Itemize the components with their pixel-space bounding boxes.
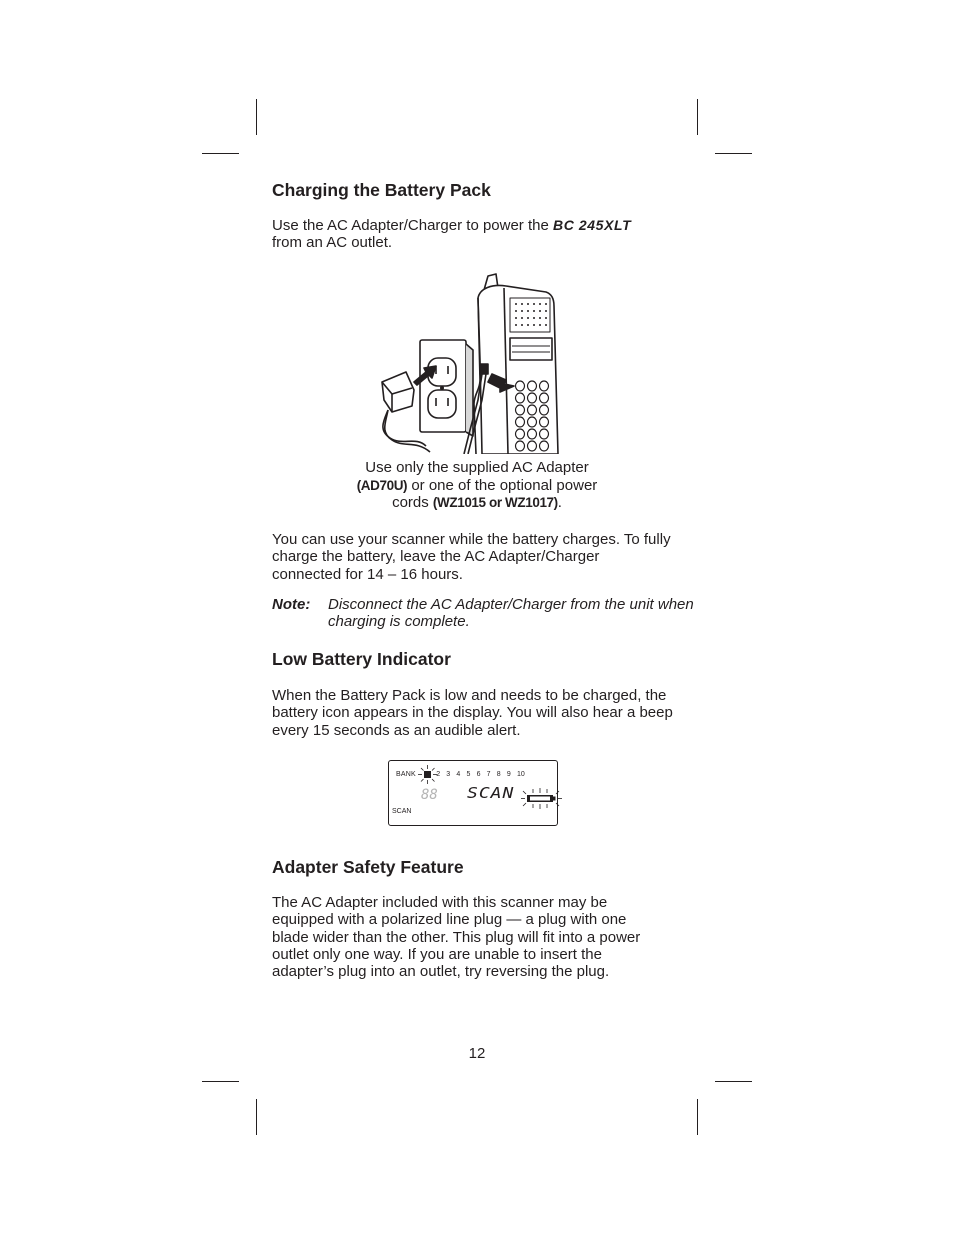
caption-line-1: Use only the supplied AC Adapter	[365, 459, 589, 476]
lcd-bank-8: 8	[496, 771, 501, 778]
lcd-display	[388, 760, 558, 826]
lcd-bank-2: 2	[436, 771, 441, 778]
adapter-safety-paragraph: The AC Adapter included with this scanner may be equipped with a polarized line plug — a plug with one blade wider than the other. This plug will fit into a power outlet only one way. If you are unable to insert the adapter’s plug into an outlet, try reversing the plug.	[272, 894, 641, 981]
lcd-bank-5: 5	[466, 771, 471, 778]
lcd-bank-3: 3	[446, 771, 451, 778]
caption-cord-models: (WZ1015 or WZ1017)	[432, 495, 558, 510]
lcd-bank-7: 7	[486, 771, 491, 778]
note-text: Disconnect the AC Adapter/Charger from the unit when charging is complete.	[328, 596, 694, 630]
bank-1-blink-icon	[418, 765, 441, 785]
lcd-bank-numbers	[425, 771, 525, 778]
caption-end: .	[557, 494, 562, 511]
lcd-bank-10: 10	[516, 771, 525, 778]
lcd-bank-9: 9	[506, 771, 511, 778]
heading-charging-battery-pack: Charging the Battery Pack	[272, 180, 491, 200]
caption-line-2: or one of the optional power	[407, 476, 598, 494]
crop-mark-bottom-left-vertical	[256, 1099, 257, 1135]
crop-mark-bottom-right-horizontal	[715, 1081, 752, 1082]
crop-mark-top-left-vertical	[256, 99, 257, 135]
lcd-bank-label: BANK	[396, 771, 416, 778]
caption-line-3: cords	[392, 494, 433, 511]
lcd-channel-digits: 88	[421, 787, 438, 803]
crop-mark-top-left-horizontal	[202, 153, 239, 154]
charging-paragraph: You can use your scanner while the battery charges. To fully charge the battery, leave the AC Adapter/Charger connected for 14 – 16 hours.	[272, 531, 671, 583]
lcd-scan-label: SCAN	[392, 808, 412, 815]
intro-paragraph	[272, 217, 692, 252]
low-battery-icon	[519, 787, 563, 809]
lcd-bank-6: 6	[476, 771, 481, 778]
crop-mark-top-right-vertical	[697, 99, 698, 135]
lcd-mode-text: SCAN	[467, 784, 515, 803]
heading-low-battery-indicator: Low Battery Indicator	[272, 649, 451, 669]
lcd-bank-4: 4	[456, 771, 461, 778]
crop-mark-bottom-right-vertical	[697, 1099, 698, 1135]
caption-adapter-model: (AD70U)	[356, 477, 408, 493]
page-number: 12	[468, 1045, 486, 1062]
illustration-caption	[330, 459, 624, 512]
crop-mark-bottom-left-horizontal	[202, 1081, 239, 1082]
heading-adapter-safety-feature: Adapter Safety Feature	[272, 857, 464, 877]
model-name: BC 245XLT	[553, 217, 632, 233]
intro-text-end: from an AC outlet.	[272, 234, 393, 252]
crop-mark-top-right-horizontal	[715, 153, 752, 154]
charging-illustration	[376, 270, 576, 454]
low-battery-paragraph: When the Battery Pack is low and needs to be charged, the battery icon appears in the display. You will also hear a beep every 15 seconds as an audible alert.	[272, 687, 673, 739]
intro-text: Use the AC Adapter/Charger to power the	[272, 217, 553, 234]
note-label: Note:	[272, 596, 311, 613]
